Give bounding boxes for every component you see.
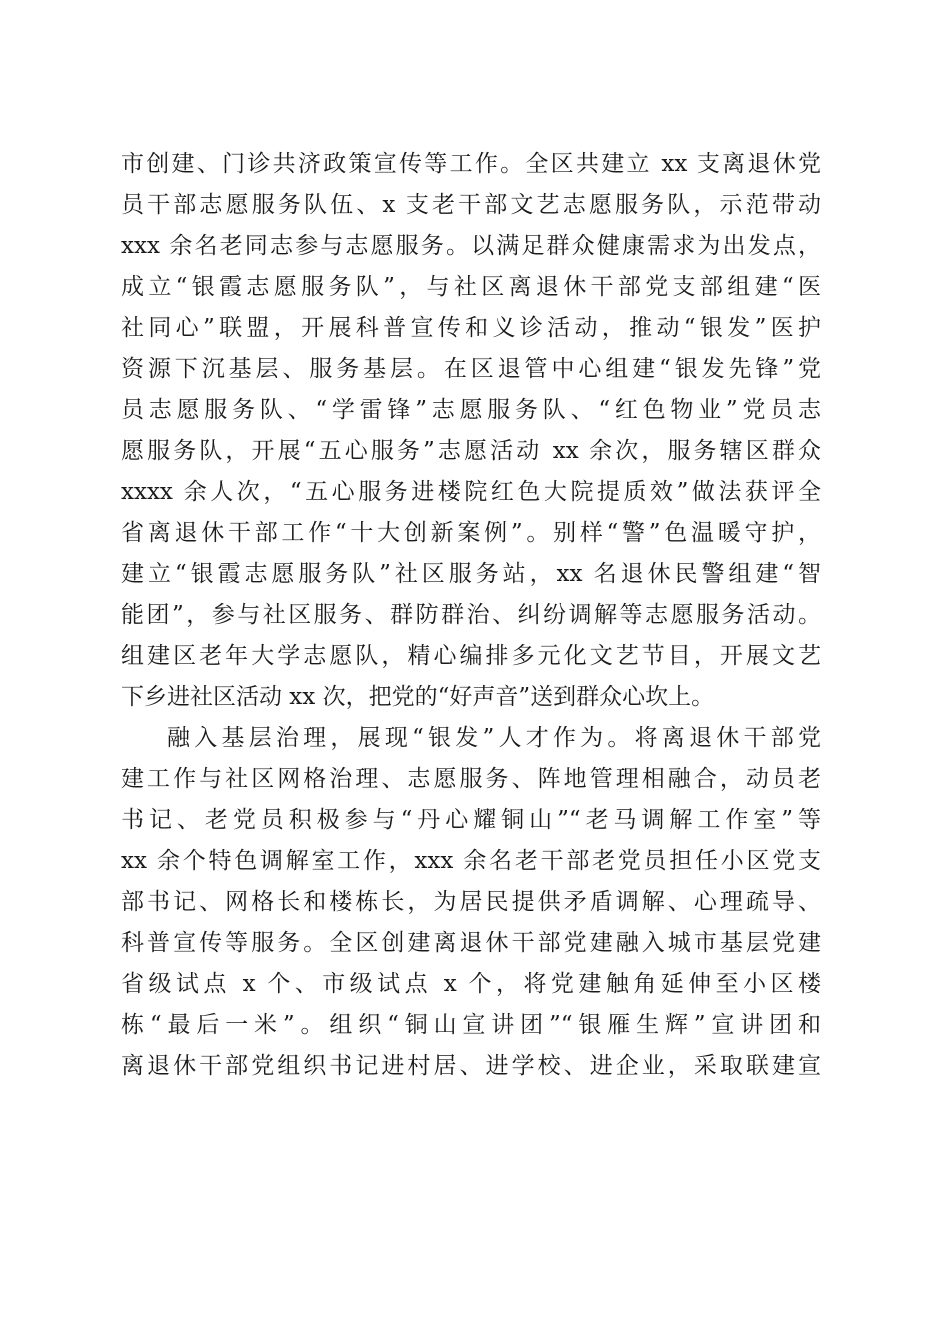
- text-line: 市创建、门诊共济政策宣传等工作。全区共建立 xx 支离退休党: [121, 151, 821, 177]
- text-line: 员志愿服务队、“学雷锋”志愿服务队、“红色物业”党员志: [121, 397, 821, 423]
- text-line: 资源下沉基层、服务基层。在区退管中心组建“银发先锋”党: [121, 356, 821, 382]
- text-line: xx 余个特色调解室工作，xxx 余名老干部老党员担任小区党支: [121, 848, 821, 874]
- paragraph-grassroots-governance: [121, 718, 821, 1087]
- text-line: xxx 余名老同志参与志愿服务。以满足群众健康需求为出发点，: [121, 233, 821, 259]
- text-line: 离退休干部党组织书记进村居、进学校、进企业，采取联建宣: [121, 1053, 821, 1079]
- document-body: [121, 144, 821, 1087]
- text-line: 建立“银霞志愿服务队”社区服务站，xx 名退休民警组建“智: [121, 561, 821, 587]
- text-line: 下乡进社区活动 xx 次，把党的“好声音”送到群众心坎上。: [121, 684, 715, 710]
- text-line: 省离退休干部工作“十大创新案例”。别样“警”色温暖守护，: [121, 520, 821, 546]
- text-line: 栋“最后一米”。组织“铜山宣讲团”“银雁生辉”宣讲团和: [121, 1012, 821, 1038]
- text-line: 能团”，参与社区服务、群防群治、纠纷调解等志愿服务活动。: [121, 602, 821, 628]
- text-line: xxxx 余人次，“五心服务进楼院红色大院提质效”做法获评全: [121, 479, 821, 505]
- text-line: 愿服务队，开展“五心服务”志愿活动 xx 余次，服务辖区群众: [121, 438, 821, 464]
- text-line: 科普宣传等服务。全区创建离退休干部党建融入城市基层党建: [121, 930, 821, 956]
- text-line: 组建区老年大学志愿队，精心编排多元化文艺节目，开展文艺: [121, 643, 821, 669]
- text-line: 书记、老党员积极参与“丹心耀铜山”“老马调解工作室”等: [121, 807, 821, 833]
- text-line: 部书记、网格长和楼栋长，为居民提供矛盾调解、心理疏导、: [121, 889, 821, 915]
- text-line: 员干部志愿服务队伍、x 支老干部文艺志愿服务队，示范带动: [121, 192, 821, 218]
- paragraph-volunteer-services: [121, 144, 821, 718]
- text-line: 省级试点 x 个、市级试点 x 个，将党建触角延伸至小区楼: [121, 971, 821, 997]
- paragraph-heading-line: 融入基层治理，展现“银发”人才作为。将离退休干部党: [167, 725, 821, 751]
- text-line: 建工作与社区网格治理、志愿服务、阵地管理相融合，动员老: [121, 766, 821, 792]
- text-line: 成立“银霞志愿服务队”，与社区离退休干部党支部组建“医: [121, 274, 821, 300]
- text-line: 社同心”联盟，开展科普宣传和义诊活动，推动“银发”医护: [121, 315, 821, 341]
